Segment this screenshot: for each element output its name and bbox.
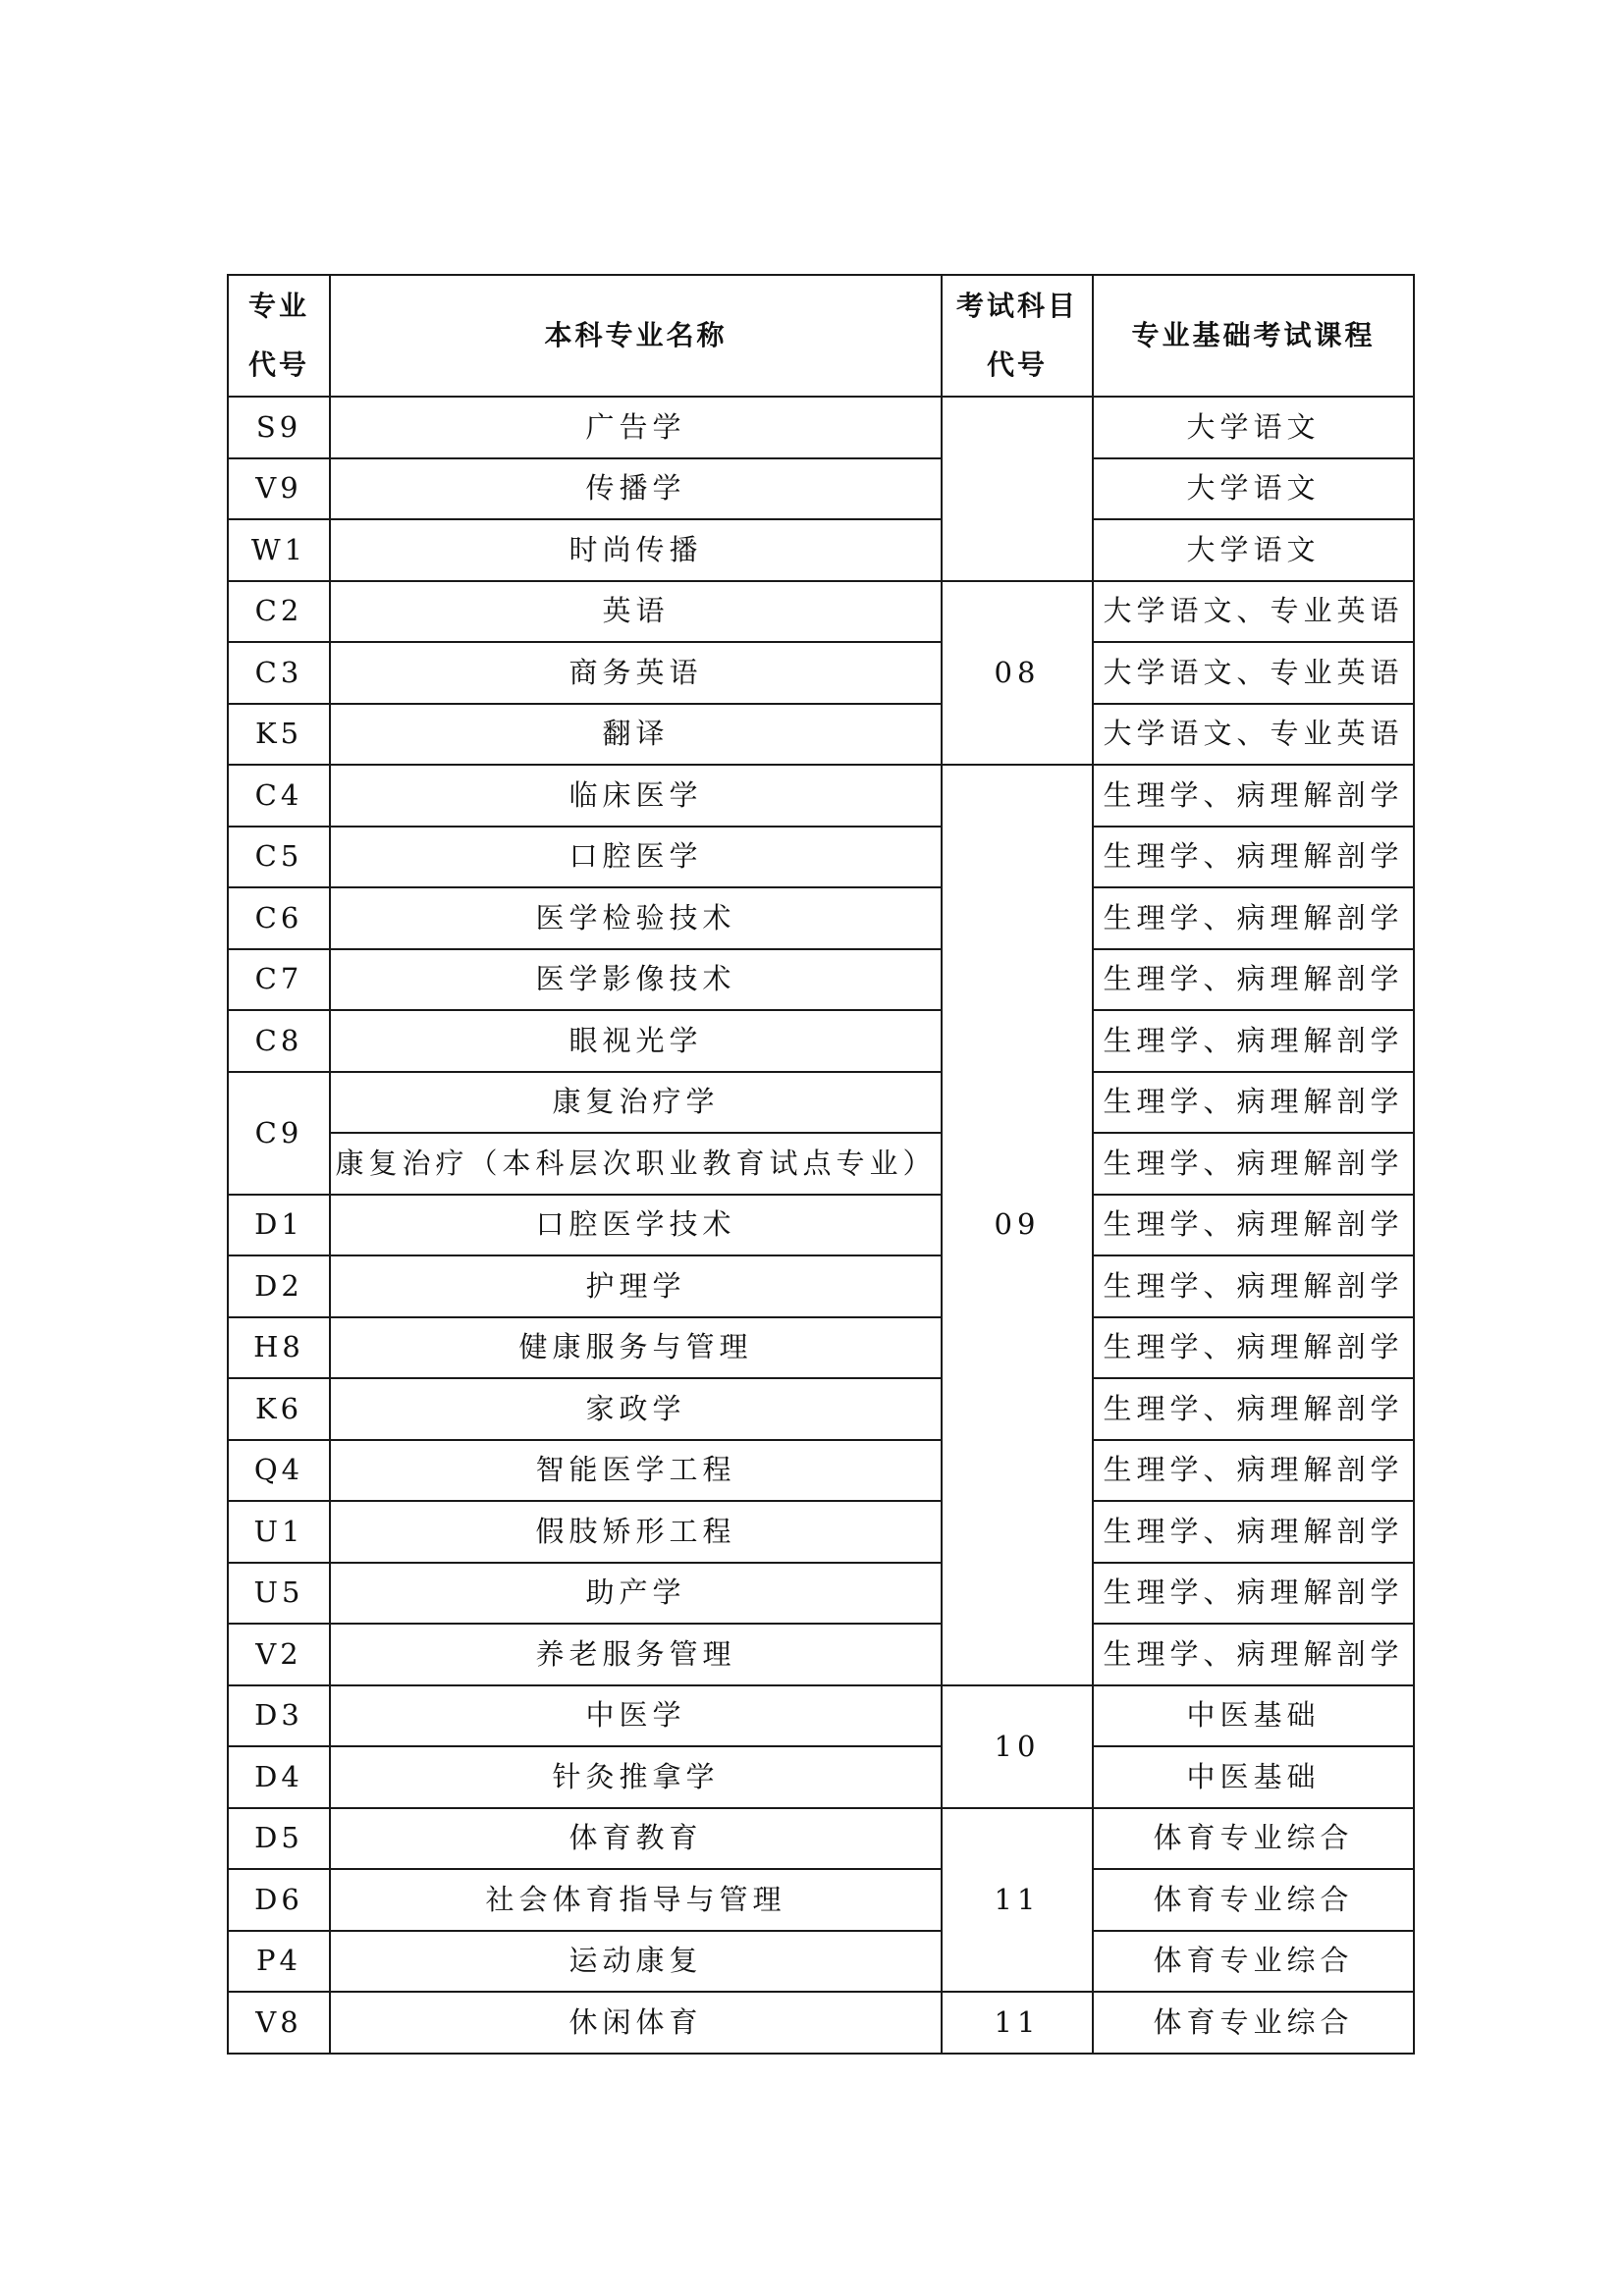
table-row xyxy=(228,1072,1414,1134)
exam-course-cell: 生理学、病理解剖学 xyxy=(1093,1440,1414,1502)
major-code-cell: V9 xyxy=(228,458,330,520)
major-name-cell: 智能医学工程 xyxy=(330,1440,942,1502)
major-code-cell: C2 xyxy=(228,581,330,643)
major-name-cell: 假肢矫形工程 xyxy=(330,1501,942,1563)
table-row xyxy=(228,1317,1414,1379)
major-code-cell: D4 xyxy=(228,1746,330,1808)
exam-course-cell: 生理学、病理解剖学 xyxy=(1093,949,1414,1011)
major-name-cell: 针灸推拿学 xyxy=(330,1746,942,1808)
exam-course-cell: 生理学、病理解剖学 xyxy=(1093,1072,1414,1134)
exam-course-cell: 大学语文、专业英语 xyxy=(1093,581,1414,643)
exam-code-cell: 08 xyxy=(942,581,1093,766)
exam-course-cell: 体育专业综合 xyxy=(1093,1931,1414,1993)
major-code-cell: K5 xyxy=(228,704,330,766)
major-name-cell: 医学影像技术 xyxy=(330,949,942,1011)
major-code-cell: D3 xyxy=(228,1685,330,1747)
table-row xyxy=(228,704,1414,766)
table-row xyxy=(228,1563,1414,1625)
header-exam-code-line2: 代号 xyxy=(986,348,1048,381)
major-name-cell: 护理学 xyxy=(330,1255,942,1317)
major-code-cell: C3 xyxy=(228,642,330,704)
major-name-cell: 运动康复 xyxy=(330,1931,942,1993)
major-name-cell: 体育教育 xyxy=(330,1808,942,1870)
table-row xyxy=(228,1440,1414,1502)
major-name-cell: 养老服务管理 xyxy=(330,1624,942,1685)
exam-course-cell: 大学语文 xyxy=(1093,519,1414,581)
major-code-cell: U1 xyxy=(228,1501,330,1563)
major-exam-table xyxy=(227,274,1415,2055)
exam-course-cell: 中医基础 xyxy=(1093,1746,1414,1808)
major-code-cell: W1 xyxy=(228,519,330,581)
table-row xyxy=(228,1378,1414,1440)
exam-code-cell: 09 xyxy=(942,765,1093,1685)
major-code-cell: Q4 xyxy=(228,1440,330,1502)
table-row xyxy=(228,887,1414,949)
exam-course-cell: 生理学、病理解剖学 xyxy=(1093,1317,1414,1379)
major-name-cell: 眼视光学 xyxy=(330,1010,942,1072)
exam-course-cell: 生理学、病理解剖学 xyxy=(1093,1195,1414,1256)
table-header-row xyxy=(228,275,1414,397)
exam-code-cell xyxy=(942,397,1093,581)
table-row xyxy=(228,397,1414,458)
table-row xyxy=(228,827,1414,888)
major-code-cell: K6 xyxy=(228,1378,330,1440)
table-row xyxy=(228,1010,1414,1072)
exam-course-cell: 生理学、病理解剖学 xyxy=(1093,765,1414,827)
exam-course-cell: 体育专业综合 xyxy=(1093,1808,1414,1870)
major-name-cell: 广告学 xyxy=(330,397,942,458)
major-name-cell: 医学检验技术 xyxy=(330,887,942,949)
major-name-cell: 口腔医学 xyxy=(330,827,942,888)
major-name-cell: 商务英语 xyxy=(330,642,942,704)
table-row xyxy=(228,1746,1414,1808)
major-code-cell: S9 xyxy=(228,397,330,458)
exam-code-cell: 11 xyxy=(942,1992,1093,2054)
major-code-cell: C7 xyxy=(228,949,330,1011)
exam-course-cell: 大学语文 xyxy=(1093,397,1414,458)
table-row xyxy=(228,949,1414,1011)
table-row xyxy=(228,458,1414,520)
header-major-code-line2: 代号 xyxy=(247,348,309,381)
header-major-name: 本科专业名称 xyxy=(330,275,942,397)
table-row xyxy=(228,519,1414,581)
exam-course-cell: 生理学、病理解剖学 xyxy=(1093,1133,1414,1195)
header-exam-code-line1: 考试科目 xyxy=(955,290,1078,322)
table-row xyxy=(228,1133,1414,1195)
table-row xyxy=(228,1869,1414,1931)
major-name-cell: 临床医学 xyxy=(330,765,942,827)
exam-course-cell: 生理学、病理解剖学 xyxy=(1093,1378,1414,1440)
exam-course-cell: 大学语文、专业英语 xyxy=(1093,704,1414,766)
major-name-cell: 健康服务与管理 xyxy=(330,1317,942,1379)
exam-code-cell: 11 xyxy=(942,1808,1093,1993)
exam-course-cell: 体育专业综合 xyxy=(1093,1869,1414,1931)
major-code-cell: C5 xyxy=(228,827,330,888)
header-exam-code xyxy=(942,275,1093,397)
header-major-code-line1: 专业 xyxy=(247,290,309,322)
exam-course-cell: 中医基础 xyxy=(1093,1685,1414,1747)
major-code-cell: C8 xyxy=(228,1010,330,1072)
major-code-cell: C6 xyxy=(228,887,330,949)
table-row xyxy=(228,1195,1414,1256)
major-name-cell: 英语 xyxy=(330,581,942,643)
table-row xyxy=(228,581,1414,643)
exam-course-cell: 生理学、病理解剖学 xyxy=(1093,887,1414,949)
major-name-cell: 康复治疗（本科层次职业教育试点专业） xyxy=(330,1133,942,1195)
major-name-cell: 休闲体育 xyxy=(330,1992,942,2054)
major-code-cell: V8 xyxy=(228,1992,330,2054)
exam-course-cell: 大学语文、专业英语 xyxy=(1093,642,1414,704)
major-name-cell: 康复治疗学 xyxy=(330,1072,942,1134)
exam-course-cell: 体育专业综合 xyxy=(1093,1992,1414,2054)
major-name-cell: 社会体育指导与管理 xyxy=(330,1869,942,1931)
table-row xyxy=(228,1501,1414,1563)
major-table-container xyxy=(227,274,1413,2055)
major-code-cell: U5 xyxy=(228,1563,330,1625)
exam-course-cell: 生理学、病理解剖学 xyxy=(1093,1255,1414,1317)
table-row xyxy=(228,1931,1414,1993)
major-code-cell: D5 xyxy=(228,1808,330,1870)
major-name-cell: 口腔医学技术 xyxy=(330,1195,942,1256)
major-code-cell: D1 xyxy=(228,1195,330,1256)
table-row xyxy=(228,1624,1414,1685)
major-name-cell: 时尚传播 xyxy=(330,519,942,581)
major-code-cell: C9 xyxy=(228,1072,330,1195)
table-row xyxy=(228,1808,1414,1870)
exam-course-cell: 生理学、病理解剖学 xyxy=(1093,1624,1414,1685)
table-row xyxy=(228,642,1414,704)
exam-course-cell: 生理学、病理解剖学 xyxy=(1093,827,1414,888)
table-row xyxy=(228,1992,1414,2054)
major-code-cell: C4 xyxy=(228,765,330,827)
major-code-cell: H8 xyxy=(228,1317,330,1379)
major-name-cell: 中医学 xyxy=(330,1685,942,1747)
exam-code-cell: 10 xyxy=(942,1685,1093,1808)
major-name-cell: 传播学 xyxy=(330,458,942,520)
major-code-cell: P4 xyxy=(228,1931,330,1993)
major-name-cell: 助产学 xyxy=(330,1563,942,1625)
major-code-cell: D6 xyxy=(228,1869,330,1931)
exam-course-cell: 生理学、病理解剖学 xyxy=(1093,1563,1414,1625)
table-row xyxy=(228,1255,1414,1317)
exam-course-cell: 大学语文 xyxy=(1093,458,1414,520)
major-code-cell: D2 xyxy=(228,1255,330,1317)
exam-course-cell: 生理学、病理解剖学 xyxy=(1093,1010,1414,1072)
header-major-code xyxy=(228,275,330,397)
table-row xyxy=(228,765,1414,827)
major-code-cell: V2 xyxy=(228,1624,330,1685)
header-exam-course: 专业基础考试课程 xyxy=(1093,275,1414,397)
exam-course-cell: 生理学、病理解剖学 xyxy=(1093,1501,1414,1563)
table-row xyxy=(228,1685,1414,1747)
major-name-cell: 家政学 xyxy=(330,1378,942,1440)
major-name-cell: 翻译 xyxy=(330,704,942,766)
